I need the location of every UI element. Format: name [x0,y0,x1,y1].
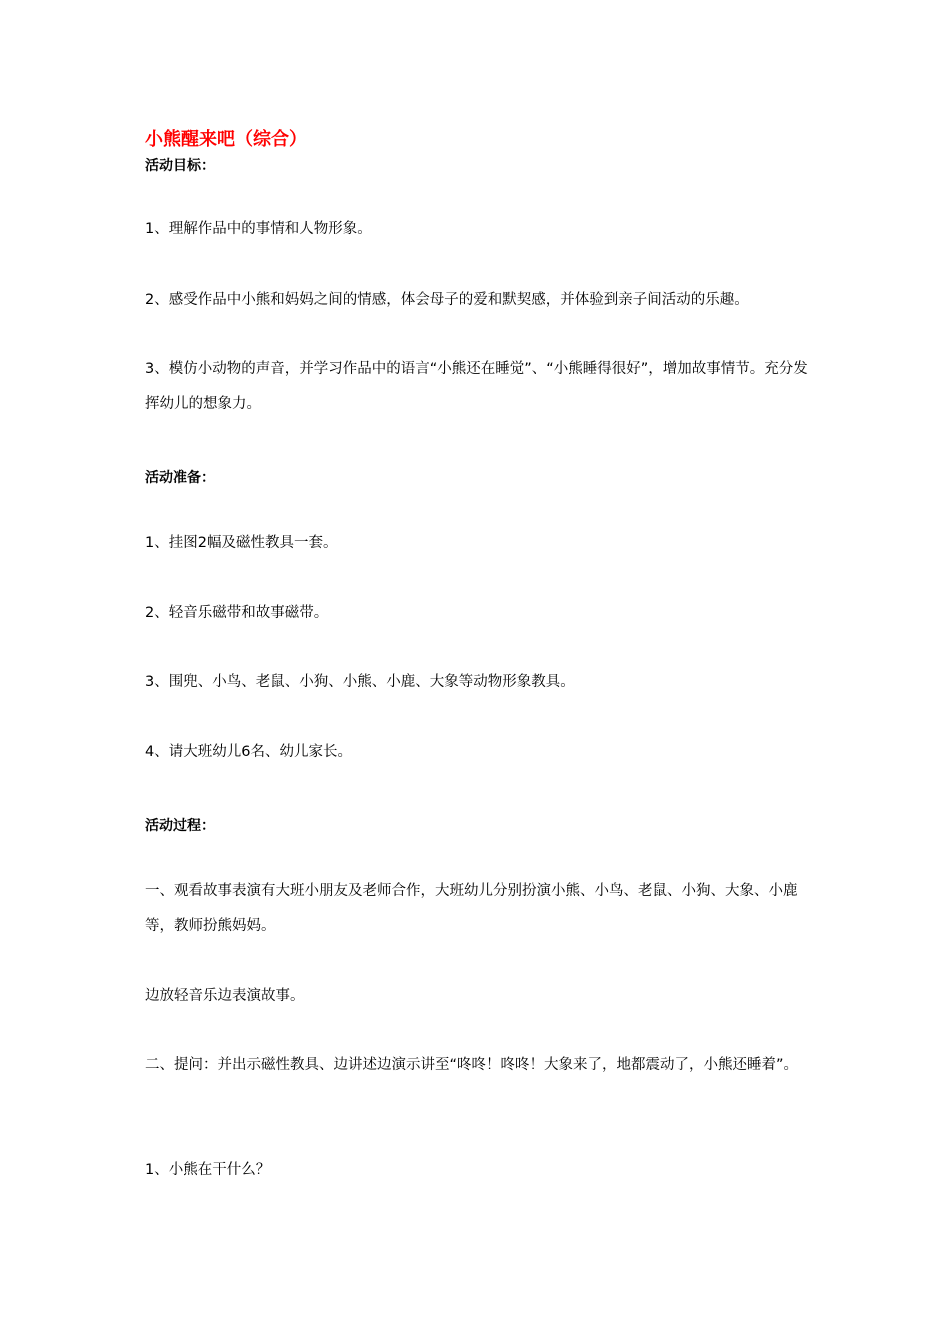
process-item-3: 二、提问：并出示磁性教具、边讲述边演示讲至“咚咚！咚咚！大象来了，地都震动了，小熊还睡着”。 [145,1057,799,1073]
preparation-item-4: 4、请大班幼儿6名、幼儿家长。 [145,744,352,760]
process-item-4: 1、小熊在干什么？ [145,1162,271,1178]
process-item-2: 边放轻音乐边表演故事。 [145,988,305,1004]
process-item-1: 一、观看故事表演有大班小朋友及老师合作，大班幼儿分别扮演小熊、小鸟、老鼠、小狗、大象、小鹿等，教师扮熊妈妈。 [145,883,798,934]
process-heading: 活动过程： [145,818,215,834]
preparation-heading: 活动准备： [145,470,215,486]
goal-item-1: 1、理解作品中的事情和人物形象。 [145,221,372,237]
goals-heading: 活动目标： [145,158,215,174]
preparation-item-3: 3、围兜、小鸟、老鼠、小狗、小熊、小鹿、大象等动物形象教具。 [145,674,575,690]
goal-item-2: 2、感受作品中小熊和妈妈之间的情感，体会母子的爱和默契感，并体验到亲子间活动的乐趣。 [145,292,749,308]
document-title: 小熊醒来吧（综合） [145,129,307,150]
goal-item-3: 3、模仿小动物的声音，并学习作品中的语言“小熊还在睡觉”、“小熊睡得很好”，增加故事情节。充分发挥幼儿的想象力。 [145,361,808,412]
preparation-item-2: 2、轻音乐磁带和故事磁带。 [145,605,329,621]
preparation-item-1: 1、挂图2幅及磁性教具一套。 [145,535,338,551]
